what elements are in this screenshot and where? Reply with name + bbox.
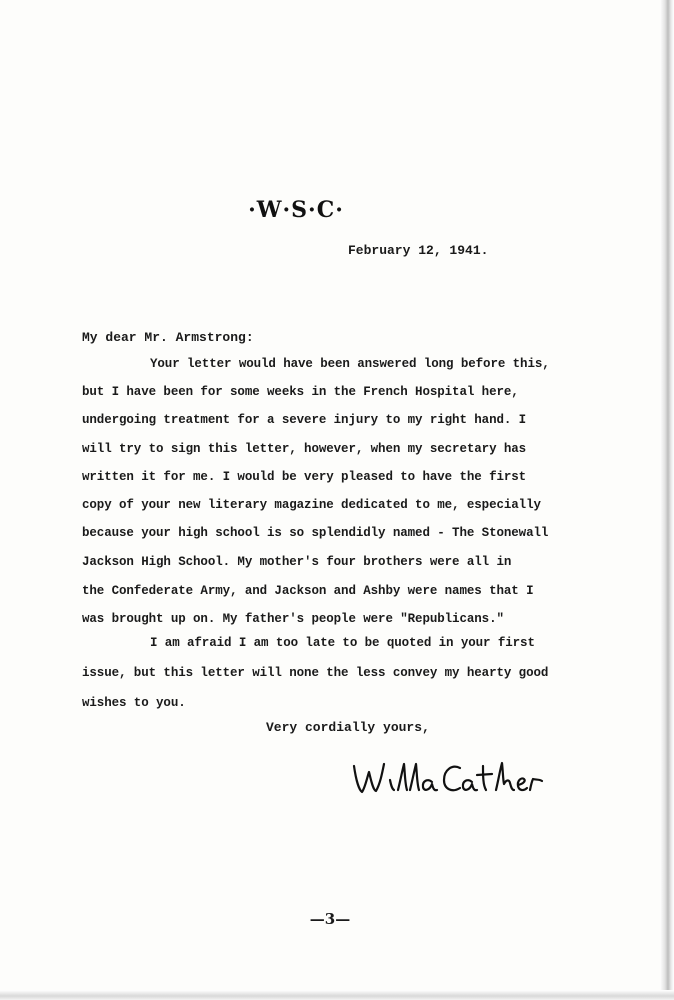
- closing: Very cordially yours,: [266, 720, 430, 735]
- body-line: but I have been for some weeks in the French Hospital here,: [82, 385, 519, 399]
- body-line: wishes to you.: [82, 696, 186, 710]
- body-line: Jackson High School. My mother's four brothers were all in: [82, 555, 512, 569]
- handwritten-signature: [348, 754, 558, 804]
- body-line: written it for me. I would be very pleased to have the first: [82, 470, 527, 484]
- body-line: issue, but this letter will none the less convey my hearty good: [82, 666, 549, 680]
- salutation: My dear Mr. Armstrong:: [82, 330, 254, 345]
- body-line: Your letter would have been answered long before this,: [150, 357, 550, 371]
- scan-edge-right: [660, 0, 674, 1000]
- letter-date: February 12, 1941.: [348, 243, 489, 258]
- signature-text: Willa Cather: [348, 803, 356, 804]
- body-line: because your high school is so splendidly named - The Stonewall: [82, 526, 549, 540]
- letterhead-monogram: ·W·S·C·: [248, 197, 344, 223]
- page-number: —3—: [309, 910, 351, 928]
- body-line: copy of your new literary magazine dedicated to me, especially: [82, 498, 541, 512]
- body-line: was brought up on. My father's people were "Republicans.": [82, 612, 504, 626]
- body-line: the Confederate Army, and Jackson and Ashby were names that I: [82, 584, 534, 598]
- body-line: I am afraid I am too late to be quoted in your first: [150, 636, 535, 650]
- body-line: undergoing treatment for a severe injury to my right hand. I: [82, 413, 527, 427]
- scan-edge-bottom: [0, 990, 674, 1000]
- body-line: will try to sign this letter, however, when my secretary has: [82, 442, 527, 456]
